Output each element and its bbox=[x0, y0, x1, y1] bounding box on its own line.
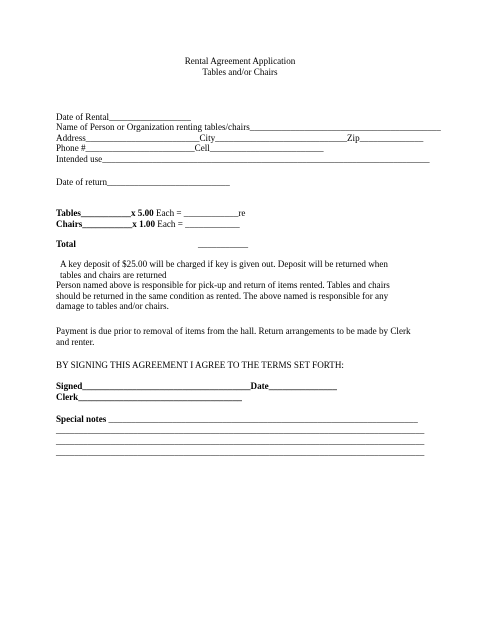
form-subtitle: Tables and/or Chairs bbox=[202, 67, 278, 77]
tables-label: Tables___________x 5.00 bbox=[56, 208, 154, 218]
tables-each: Each = ____________re bbox=[153, 208, 246, 218]
date-of-rental-field: Date of Rental__________________ bbox=[56, 112, 191, 122]
total-label: Total bbox=[56, 239, 76, 249]
intended-use-field: Intended use________________________________________________________________________ bbox=[56, 154, 430, 164]
special-notes-blank: ____________________________________________________________________ bbox=[108, 414, 418, 424]
renter-name-field: Name of Person or Organization renting tables/chairs__________________________________________ bbox=[56, 122, 441, 132]
total-blank: ___________ bbox=[198, 239, 249, 249]
date-of-return-field: Date of return___________________________ bbox=[56, 177, 230, 187]
chairs-price-line bbox=[56, 219, 240, 229]
chairs-each: Each = ____________ bbox=[155, 219, 240, 229]
agreement-statement: BY SIGNING THIS AGREEMENT I AGREE TO THE TERMS SET FORTH: bbox=[56, 360, 344, 370]
deposit-note: A key deposit of $25.00 will be charged if key is given out. Deposit will be returned when tables and chairs are returned bbox=[60, 259, 388, 280]
special-notes-label: Special notes bbox=[56, 414, 109, 424]
chairs-label: Chairs___________x 1.00 bbox=[56, 219, 156, 229]
form-title: Rental Agreement Application bbox=[184, 56, 296, 66]
phone-field: Phone #________________________Cell_________________________ bbox=[56, 143, 324, 153]
tables-price-line bbox=[56, 208, 245, 218]
clerk-line: Clerk____________________________________ bbox=[56, 392, 242, 402]
responsibility-paragraph: Person named above is responsible for pick-up and return of items rented. Tables and chairs should be returned in the same condition as rented. The above named is responsible for any damage to tables and/or chairs. bbox=[56, 280, 390, 312]
notes-blank-line: _________________________________________________________________________________ bbox=[56, 436, 425, 446]
payment-paragraph: Payment is due prior to removal of items from the hall. Return arrangements to be made by Clerk and renter. bbox=[56, 326, 411, 347]
address-field: Address_________________________City_____________________________Zip______________ bbox=[56, 133, 424, 143]
signed-date-line: Signed_____________________________________Date_______________ bbox=[56, 381, 337, 391]
notes-blank-line: _________________________________________________________________________________ bbox=[56, 425, 425, 435]
notes-blank-line: _________________________________________________________________________________ bbox=[56, 447, 425, 457]
special-notes-line bbox=[56, 414, 418, 424]
